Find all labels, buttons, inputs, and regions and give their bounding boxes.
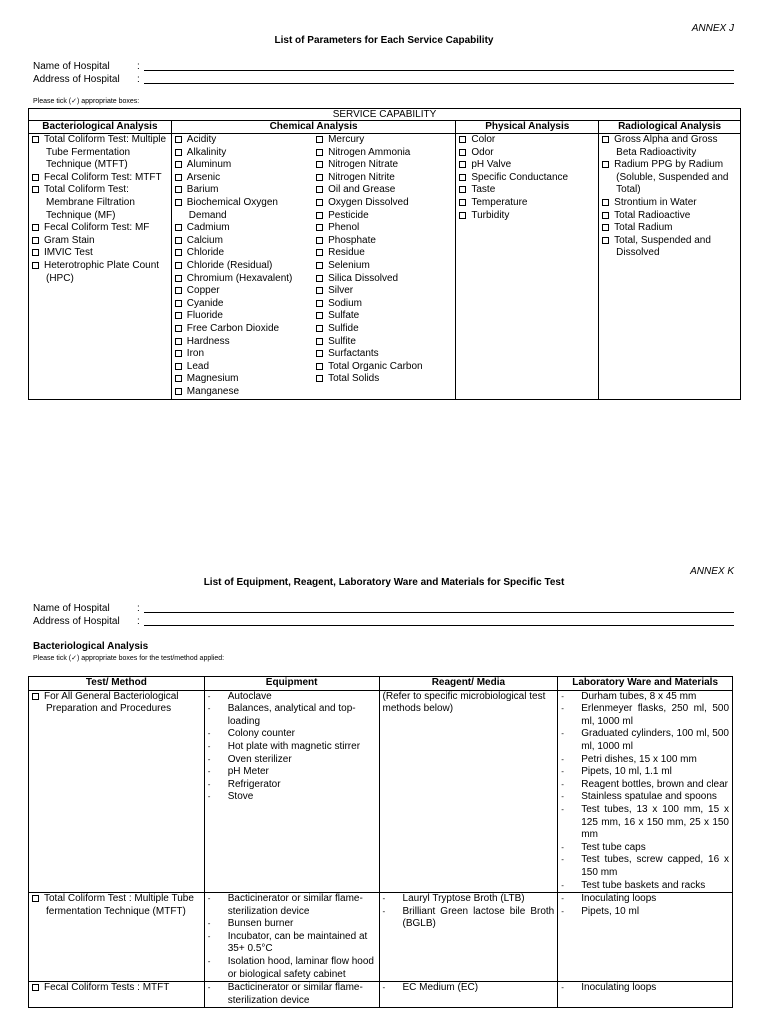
checkbox-item[interactable] [175,310,310,323]
test-cell: Fecal Coliform Tests : MTFT [29,982,205,1008]
list-item: - Lauryl Tryptose Broth (LTB) [383,893,555,906]
checkbox-label: Total Radioactive [614,209,691,221]
checkbox[interactable] [175,300,182,307]
checkbox-label: Manganese [186,385,240,397]
checkbox-label: Nitrogen Nitrite [328,171,395,183]
annex-k-title: List of Equipment, Reagent, Laboratory Ware and Materials for Specific Test [203,577,565,588]
checkbox-item[interactable] [316,147,452,160]
checkbox-label: Cadmium [186,222,230,234]
checkbox-item[interactable] [316,273,452,286]
list-item: - Hot plate with magnetic stirrer [208,741,376,754]
checkbox-item[interactable] [459,197,595,210]
checkbox[interactable] [175,237,182,244]
list-item: - Isolation hood, laminar flow hood or biological safety cabinet [208,956,376,981]
checkbox-item[interactable] [175,386,310,399]
header-physical: Physical Analysis [456,121,599,134]
checkbox-label: Silica Dissolved [328,272,399,284]
annex-k-label: ANNEX K [690,566,734,577]
bacteriological-list [29,134,172,400]
checkbox[interactable] [316,149,323,156]
checkbox-label: Sulfite [328,335,356,347]
checkbox-item[interactable] [602,159,737,197]
checkbox[interactable] [32,984,39,991]
checkbox[interactable] [316,287,323,294]
checkbox-label: Total Radium [614,222,673,234]
checkbox-label: Temperature [471,196,528,208]
checkbox[interactable] [316,224,323,231]
list-item: - Graduated cylinders, 100 ml, 500 ml, 1000 ml [561,728,729,753]
checkbox-label: Arsenic [186,171,221,183]
checkbox-label: Sulfate [328,310,360,322]
annex-j-tick-note: Please tick (✓) appropriate boxes: [33,98,140,105]
checkbox-label: Copper [186,285,220,297]
address-of-hospital-label: Address of Hospital [33,73,120,85]
name-of-hospital-field[interactable] [144,603,734,613]
checkbox-item[interactable] [175,361,310,374]
list-item: - Incubator, can be maintained at 35+ 0.5°C [208,931,376,956]
checkbox[interactable] [32,224,39,231]
checkbox[interactable] [316,262,323,269]
checkbox-label: Iron [186,348,205,360]
checkbox-label: Chloride [186,247,225,259]
checkbox-item[interactable] [32,184,168,222]
checkbox-label: pH Valve [471,159,512,171]
checkbox[interactable] [316,136,323,143]
checkbox[interactable] [32,186,39,193]
checkbox-label: Chloride (Residual) [186,259,273,271]
name-of-hospital-label: Name of Hospital [33,61,110,72]
checkbox[interactable] [175,388,182,395]
checkbox-label: Phosphate [328,234,376,246]
checkbox-item[interactable] [32,134,168,172]
address-of-hospital-field[interactable] [144,616,734,626]
checkbox-label: Total Coliform Test: Multiple Tube Fermentation Technique (MTFT) [44,134,167,171]
checkbox[interactable] [175,149,182,156]
chemical-list-2 [313,134,456,400]
header-reagent-media: Reagent/ Media [379,677,558,691]
address-of-hospital-label: Address of Hospital [33,615,120,627]
checkbox-item[interactable] [316,235,452,248]
checkbox-item[interactable] [459,159,595,172]
table-row [29,690,733,893]
checkbox-label: Gram Stain [44,234,95,246]
checkbox[interactable] [316,174,323,181]
annex-j-title: List of Parameters for Each Service Capability [274,35,494,46]
checkbox-item[interactable] [32,172,168,185]
checkbox[interactable] [316,212,323,219]
checkbox[interactable] [175,224,182,231]
service-capability-header: SERVICE CAPABILITY [29,109,741,121]
checkbox[interactable] [316,325,323,332]
checkbox-label: Pesticide [328,209,369,221]
checkbox-item[interactable] [602,222,737,235]
checkbox-item[interactable] [459,147,595,160]
list-item: - Inoculating loops [561,893,729,906]
list-item: - Colony counter [208,728,376,741]
checkbox-item[interactable] [459,134,595,147]
checkbox-item[interactable] [316,184,452,197]
checkbox[interactable] [32,237,39,244]
checkbox-label: Turbidity [471,209,510,221]
checkbox-item[interactable] [175,172,310,185]
checkbox-label: Lead [186,360,210,372]
reagent-cell [379,893,558,982]
header-bacteriological: Bacteriological Analysis [29,121,172,134]
checkbox[interactable] [459,174,466,181]
checkbox-label: Fecal Coliform Test: MF [44,222,150,234]
list-item: - Stove [208,791,376,804]
checkbox-label: Sulfide [328,322,359,334]
checkbox-label: Alkalinity [186,146,227,158]
checkbox-item[interactable] [175,348,310,361]
checkbox[interactable] [459,161,466,168]
checkbox[interactable] [175,199,182,206]
checkbox-item[interactable] [316,348,452,361]
checkbox[interactable] [316,249,323,256]
checkbox-item[interactable] [32,222,168,235]
checkbox[interactable] [459,136,466,143]
checkbox[interactable] [175,338,182,345]
service-capability-table [28,108,741,400]
annex-j-hospital-block: Name of Hospital : Address of Hospital : [33,61,734,86]
checkbox[interactable] [175,136,182,143]
checkbox-label: Chromium (Hexavalent) [186,272,293,284]
name-of-hospital-field[interactable] [144,61,734,71]
checkbox-item[interactable] [602,134,737,159]
checkbox-item[interactable] [602,210,737,223]
checkbox-item[interactable] [175,184,310,197]
checkbox-item[interactable] [602,235,737,260]
checkbox-label: Acidity [186,134,217,145]
checkbox-item[interactable] [316,159,452,172]
section-heading: Bacteriological Analysis [33,641,149,652]
chemical-list-1 [171,134,313,400]
checkbox-label: Cyanide [186,297,224,309]
checkbox-label: Total Coliform Test: Membrane Filtration Technique (MF) [44,184,135,221]
header-chemical: Chemical Analysis [171,121,456,134]
checkbox-label: Fluoride [186,310,223,322]
checkbox-item[interactable] [175,373,310,386]
list-item: - Refrigerator [208,779,376,792]
checkbox-label: Silver [328,285,354,297]
checkbox[interactable] [602,224,609,231]
equipment-table [28,676,733,1008]
checkbox[interactable] [175,375,182,382]
list-item: - Bunsen burner [208,918,376,931]
list-item: - Inoculating loops [561,982,729,995]
checkbox[interactable] [459,212,466,219]
checkbox-label: Nitrogen Nitrate [328,159,399,171]
checkbox-label: Specific Conductance [471,171,569,183]
checkbox-label: Heterotrophic Plate Count (HPC) [44,259,160,284]
equipment-cell [204,690,379,893]
checkbox[interactable] [316,363,323,370]
checkbox[interactable] [175,350,182,357]
checkbox-label: IMVIC Test [44,247,93,259]
checkbox-label: Gross Alpha and Gross Beta Radioactivity [614,134,718,158]
checkbox[interactable] [32,249,39,256]
checkbox[interactable] [316,199,323,206]
checkbox-label: Taste [471,184,496,196]
list-item: - Bacticinerator or similar flame-sterilization device [208,893,376,918]
equipment-cell [204,982,379,1008]
checkbox-item[interactable] [175,273,310,286]
checkbox-label: Phenol [328,222,360,234]
ware-cell [558,690,733,893]
reagent-cell: (Refer to specific microbiological test methods below) [379,690,558,893]
checkbox[interactable] [175,363,182,370]
list-item: - Test tube caps [561,842,729,855]
checkbox-item[interactable] [316,336,452,349]
equipment-cell [204,893,379,982]
checkbox-item[interactable] [602,197,737,210]
checkbox-item[interactable] [175,298,310,311]
checkbox-label: Magnesium [186,373,239,385]
checkbox-item[interactable] [175,285,310,298]
checkbox-item[interactable] [175,134,310,147]
checkbox-item[interactable] [175,197,310,222]
checkbox-label: Mercury [328,134,365,145]
checkbox[interactable] [175,262,182,269]
checkbox-label: Selenium [328,259,370,271]
checkbox-item[interactable] [175,235,310,248]
checkbox-item[interactable] [316,373,452,386]
checkbox-label: Oil and Grease [328,184,396,196]
checkbox-label: Nitrogen Ammonia [328,146,411,158]
checkbox[interactable] [316,275,323,282]
checkbox-label: Total Solids [328,373,380,385]
checkbox[interactable] [316,186,323,193]
checkbox[interactable] [602,136,609,143]
list-item: - Test tubes, screw capped, 16 x 150 mm [561,854,729,879]
checkbox-item[interactable] [175,247,310,260]
list-item: - Durham tubes, 8 x 45 mm [561,691,729,704]
checkbox-label: Barium [186,184,219,196]
checkbox-label: Calcium [186,234,223,246]
checkbox-label: Total, Suspended and Dissolved [614,234,711,259]
list-item: - Test tube baskets and racks [561,880,729,893]
checkbox-item[interactable] [175,159,310,172]
checkbox[interactable] [32,174,39,181]
test-cell: For All General Bacteriological Preparation and Procedures [29,690,205,893]
checkbox-item[interactable] [316,260,452,273]
checkbox[interactable] [175,312,182,319]
radiological-list [599,134,741,400]
list-item: - Stainless spatulae and spoons [561,791,729,804]
list-item: - Oven sterilizer [208,754,376,767]
checkbox-item[interactable] [316,361,452,374]
list-item: - Petri dishes, 15 x 100 mm [561,754,729,767]
header-test-method: Test/ Method [29,677,205,691]
header-radiological: Radiological Analysis [599,121,741,134]
list-item: - pH Meter [208,766,376,779]
checkbox[interactable] [316,300,323,307]
annex-j-label: ANNEX J [691,23,734,34]
list-item: - Bacticinerator or similar flame-sterilization device [208,982,376,1007]
checkbox-label: Sodium [328,297,362,309]
list-item: - EC Medium (EC) [383,982,555,995]
checkbox-item[interactable] [459,172,595,185]
checkbox-item[interactable] [175,336,310,349]
checkbox[interactable] [459,186,466,193]
checkbox[interactable] [316,161,323,168]
list-item: - Balances, analytical and top-loading [208,703,376,728]
checkbox-item[interactable] [316,210,452,223]
checkbox-item[interactable] [316,285,452,298]
checkbox[interactable] [32,895,39,902]
checkbox[interactable] [602,212,609,219]
checkbox[interactable] [175,186,182,193]
ware-cell [558,893,733,982]
checkbox-label: Fecal Coliform Test: MTFT [44,171,162,183]
header-laboratory-ware: Laboratory Ware and Materials [558,677,733,691]
checkbox-label: Oxygen Dissolved [328,196,409,208]
checkbox-item[interactable] [175,147,310,160]
list-item: - Pipets, 10 ml, 1.1 ml [561,766,729,779]
checkbox[interactable] [459,149,466,156]
ware-cell [558,982,733,1008]
checkbox-item[interactable] [316,222,452,235]
annex-k-tick-note: Please tick (✓) appropriate boxes for the test/method applied: [33,655,225,662]
checkbox[interactable] [602,237,609,244]
checkbox[interactable] [602,199,609,206]
checkbox[interactable] [175,287,182,294]
checkbox-item[interactable] [32,247,168,260]
address-of-hospital-field[interactable] [144,74,734,84]
name-of-hospital-label: Name of Hospital [33,603,110,614]
checkbox-label: Aluminum [186,159,232,171]
checkbox[interactable] [316,312,323,319]
checkbox-item[interactable] [316,247,452,260]
checkbox-label: Odor [471,146,494,158]
checkbox[interactable] [32,262,39,269]
checkbox[interactable] [459,199,466,206]
checkbox-item[interactable] [316,172,452,185]
checkbox[interactable] [316,237,323,244]
checkbox-item[interactable] [175,323,310,336]
list-item: - Brilliant Green lactose bile Broth (BGLB) [383,906,555,931]
checkbox-label: Free Carbon Dioxide [186,322,280,334]
list-item: - Pipets, 10 ml [561,906,729,919]
checkbox-label: Strontium in Water [614,196,697,208]
checkbox-item[interactable] [316,197,452,210]
list-item: - Test tubes, 13 x 100 mm, 15 x 125 mm, 16 x 150 mm, 25 x 150 mm [561,804,729,842]
checkbox-item[interactable] [459,184,595,197]
list-item: - Reagent bottles, brown and clear [561,779,729,792]
checkbox-item[interactable] [175,222,310,235]
checkbox-item[interactable] [316,134,452,147]
checkbox-label: Color [471,134,496,145]
checkbox[interactable] [175,174,182,181]
checkbox[interactable] [175,275,182,282]
list-item: - Erlenmeyer flasks, 250 ml, 500 ml, 1000 ml [561,703,729,728]
checkbox[interactable] [602,161,609,168]
list-item: - Autoclave [208,691,376,704]
test-cell: Total Coliform Test : Multiple Tube fermentation Technique (MTFT) [29,893,205,982]
checkbox[interactable] [175,161,182,168]
checkbox-item[interactable] [316,323,452,336]
checkbox-label: Surfactants [328,348,379,360]
checkbox-item[interactable] [316,310,452,323]
checkbox-label: Total Organic Carbon [328,360,423,372]
checkbox-item[interactable] [32,260,168,285]
checkbox[interactable] [175,325,182,332]
annex-k-hospital-block: Name of Hospital : Address of Hospital : [33,603,734,628]
checkbox[interactable] [316,338,323,345]
checkbox-label: Hardness [186,335,230,347]
checkbox-item[interactable] [32,235,168,248]
checkbox-label: Residue [328,247,365,259]
checkbox[interactable] [32,136,39,143]
reagent-cell [379,982,558,1008]
table-row [29,893,733,982]
checkbox[interactable] [32,693,39,700]
checkbox[interactable] [175,249,182,256]
physical-list [456,134,599,400]
table-row [29,982,733,1008]
header-equipment: Equipment [204,677,379,691]
checkbox[interactable] [316,375,323,382]
checkbox[interactable] [316,350,323,357]
checkbox-label: Radium PPG by Radium (Soluble, Suspended and Total) [614,159,729,196]
checkbox-item[interactable] [459,210,595,223]
checkbox-item[interactable] [316,298,452,311]
checkbox-item[interactable] [175,260,310,273]
checkbox-label: Biochemical Oxygen Demand [186,196,278,221]
